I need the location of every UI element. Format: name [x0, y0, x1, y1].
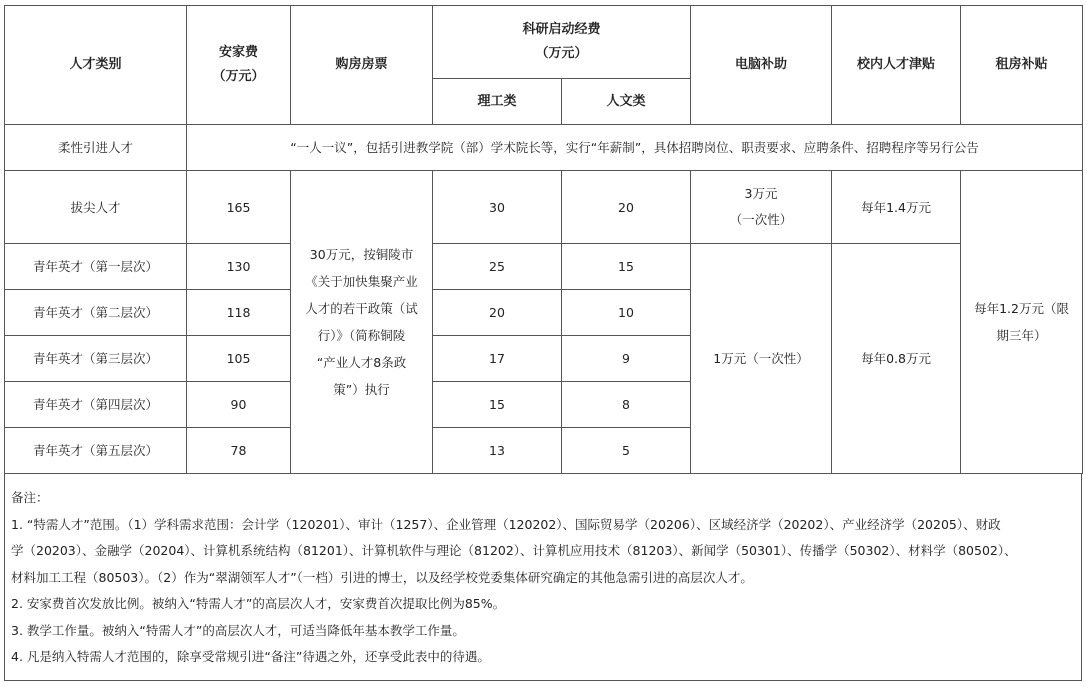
header-settle-fee-unit: （万元） [212, 69, 265, 84]
row-category: 青年英才（第四层次） [5, 382, 187, 428]
row-research-sci: 17 [433, 336, 562, 382]
row-settle-fee: 118 [187, 290, 291, 336]
row-category: 青年英才（第一层次） [5, 244, 187, 290]
talent-benefits-table [4, 5, 1083, 474]
header-settle-fee [187, 6, 291, 125]
row-research-sci: 20 [433, 290, 562, 336]
rent-line: 期三年） [996, 328, 1047, 343]
row-research-hum: 20 [562, 171, 691, 244]
row-category: 拔尖人才 [5, 171, 187, 244]
row-category: 青年英才（第二层次） [5, 290, 187, 336]
header-research-funds [433, 6, 691, 79]
flexible-description: “一人一议”，包括引进教学院（部）学术院长等，实行“年薪制”，具体招聘岗位、职责要求、应聘条件、招聘程序等另行公告 [187, 125, 1083, 171]
notes-section [4, 473, 1082, 681]
header-housing-ticket: 购房房票 [291, 6, 433, 125]
header-category: 人才类别 [5, 6, 187, 125]
row-research-hum: 5 [562, 428, 691, 474]
note-line: 1. “特需人才”范围。（1）学科需求范围：会计学（120201）、审计（1257）、企业管理（120202）、国际贸易学（20206）、区域经济学（20202）、产业经济学（20205）、财政 [11, 516, 1001, 532]
note-line: 2. 安家费首次发放比例。被纳入“特需人才”的高层次人才，安家费首次提取比例为85%。 [11, 596, 506, 611]
row-settle-fee: 90 [187, 382, 291, 428]
row-settle-fee: 165 [187, 171, 291, 244]
note-line: 3. 教学工作量。被纳入“特需人才”的高层次人才，可适当降低年基本教学工作量。 [11, 622, 465, 638]
housing-line: 行）》（简称铜陵 [317, 328, 406, 343]
row-research-hum: 9 [562, 336, 691, 382]
row-research-sci: 13 [433, 428, 562, 474]
table-row [5, 171, 1083, 244]
header-row [5, 6, 1083, 79]
campus-rest: 每年0.8万元 [832, 244, 961, 474]
note-line: 学（20203）、金融学（20204）、计算机系统结构（81201）、计算机软件与理论（81202）、计算机应用技术（81203）、新闻学（50301）、传播学（50302）、材料学（80502）、 [11, 543, 1017, 558]
notes-title: 备注： [11, 490, 49, 505]
row-research-hum: 8 [562, 382, 691, 428]
computer-top-amount: 3万元 [744, 186, 778, 201]
housing-line: 人才的若干政策（试 [305, 301, 418, 316]
housing-line: “产业人才8条政 [316, 355, 407, 370]
rent-line: 每年1.2万元（限 [974, 301, 1069, 316]
row-research-hum: 10 [562, 290, 691, 336]
computer-rest: 1万元（一次性） [691, 244, 832, 474]
housing-line: 《关于加快集聚产业 [305, 274, 418, 289]
header-research-sci: 理工类 [433, 79, 562, 125]
row-settle-fee: 105 [187, 336, 291, 382]
header-campus-allowance: 校内人才津贴 [832, 6, 961, 125]
flexible-category: 柔性引进人才 [5, 125, 187, 171]
row-category: 青年英才（第三层次） [5, 336, 187, 382]
header-research-unit: （万元） [535, 46, 588, 61]
housing-line: 策”）执行 [333, 382, 390, 397]
computer-top [691, 171, 832, 244]
campus-top: 每年1.4万元 [832, 171, 961, 244]
table-row-flexible [5, 125, 1083, 171]
housing-ticket-policy [291, 171, 433, 474]
header-research-hum: 人文类 [562, 79, 691, 125]
computer-top-note: （一次性） [729, 212, 793, 227]
housing-line: 30万元，按铜陵市 [309, 247, 414, 262]
note-line: 4. 凡是纳入特需人才范围的，除享受常规引进“备注”待遇之外，还享受此表中的待遇。 [11, 649, 490, 664]
header-research-label: 科研启动经费 [522, 22, 601, 37]
row-category: 青年英才（第五层次） [5, 428, 187, 474]
header-rent: 租房补贴 [961, 6, 1083, 125]
table-row [5, 244, 1083, 290]
row-settle-fee: 78 [187, 428, 291, 474]
header-settle-fee-label: 安家费 [218, 45, 258, 60]
header-computer: 电脑补助 [691, 6, 832, 125]
row-research-sci: 30 [433, 171, 562, 244]
note-line: 材料加工工程（80503）。（2）作为“翠湖领军人才”（一档）引进的博士，以及经学校党委集体研究确定的其他急需引进的高层次人才。 [11, 569, 753, 585]
rent-subsidy [961, 171, 1083, 474]
row-research-hum: 15 [562, 244, 691, 290]
row-research-sci: 25 [433, 244, 562, 290]
row-research-sci: 15 [433, 382, 562, 428]
row-settle-fee: 130 [187, 244, 291, 290]
